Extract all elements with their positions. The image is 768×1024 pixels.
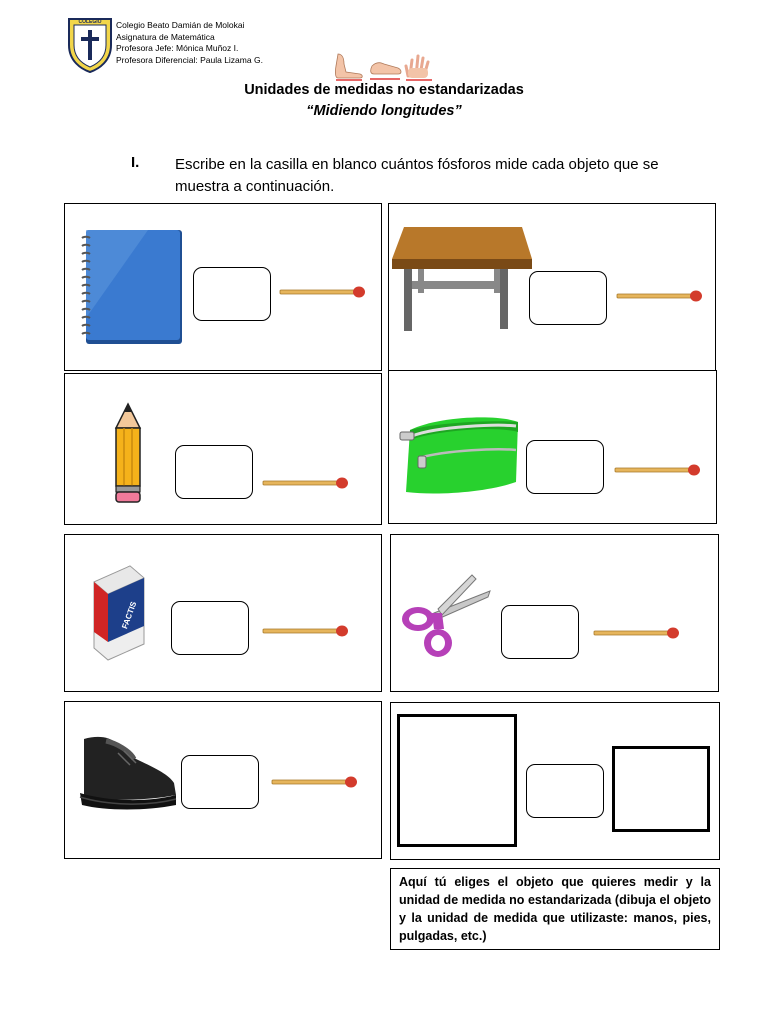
answer-box-shoe[interactable] — [181, 755, 259, 809]
subject-name: Asignatura de Matemática — [116, 31, 215, 42]
draw-object-square[interactable] — [397, 714, 517, 847]
section-number: I. — [131, 154, 140, 171]
page-title: Unidades de medidas no estandarizadas — [244, 82, 524, 98]
match-icon — [617, 289, 705, 308]
feet-measure-icon — [332, 52, 434, 82]
scissors-icon — [398, 573, 498, 666]
eraser-brand: FACTIS — [120, 600, 139, 631]
match-icon — [594, 626, 682, 645]
answer-box-table[interactable] — [529, 271, 607, 325]
table-icon — [390, 225, 534, 340]
differential-teacher: Profesora Diferencial: Paula Lizama G. — [116, 54, 263, 65]
pencil-icon — [110, 402, 146, 509]
draw-unit-square[interactable] — [612, 746, 710, 832]
match-icon — [272, 775, 360, 794]
school-logo — [67, 15, 113, 73]
match-icon — [280, 285, 368, 304]
match-icon — [263, 476, 351, 495]
shoe-icon — [76, 735, 180, 820]
answer-box-eraser[interactable] — [171, 601, 249, 655]
answer-box-free-choice[interactable] — [526, 764, 604, 818]
school-header — [116, 20, 263, 66]
school-name: Colegio Beato Damián de Molokai — [116, 20, 245, 30]
answer-box-pencil[interactable] — [175, 445, 253, 499]
match-icon — [615, 463, 703, 482]
free-choice-instruction: Aquí tú eliges el objeto que quieres medir y la unidad de medida no estandarizada (dibuja el objeto y la unidad de medida que utilizaste: manos, pies, pulgadas, etc.) — [390, 868, 720, 950]
notebook-icon — [78, 228, 184, 351]
page-subtitle: “Midiendo longitudes” — [306, 103, 462, 119]
eraser-icon — [90, 562, 146, 669]
answer-box-scissors[interactable] — [501, 605, 579, 659]
head-teacher: Profesora Jefe: Mónica Muñoz I. — [116, 43, 239, 53]
match-icon — [263, 624, 351, 643]
answer-box-pencil-case[interactable] — [526, 440, 604, 494]
pencil-case-icon — [398, 412, 522, 505]
answer-box-notebook[interactable] — [193, 267, 271, 321]
logo-top-text: COLEGIO — [78, 19, 102, 25]
section-instruction: Escribe en la casilla en blanco cuántos fósforos mide cada objeto que se muestra a continuación. — [175, 156, 659, 195]
